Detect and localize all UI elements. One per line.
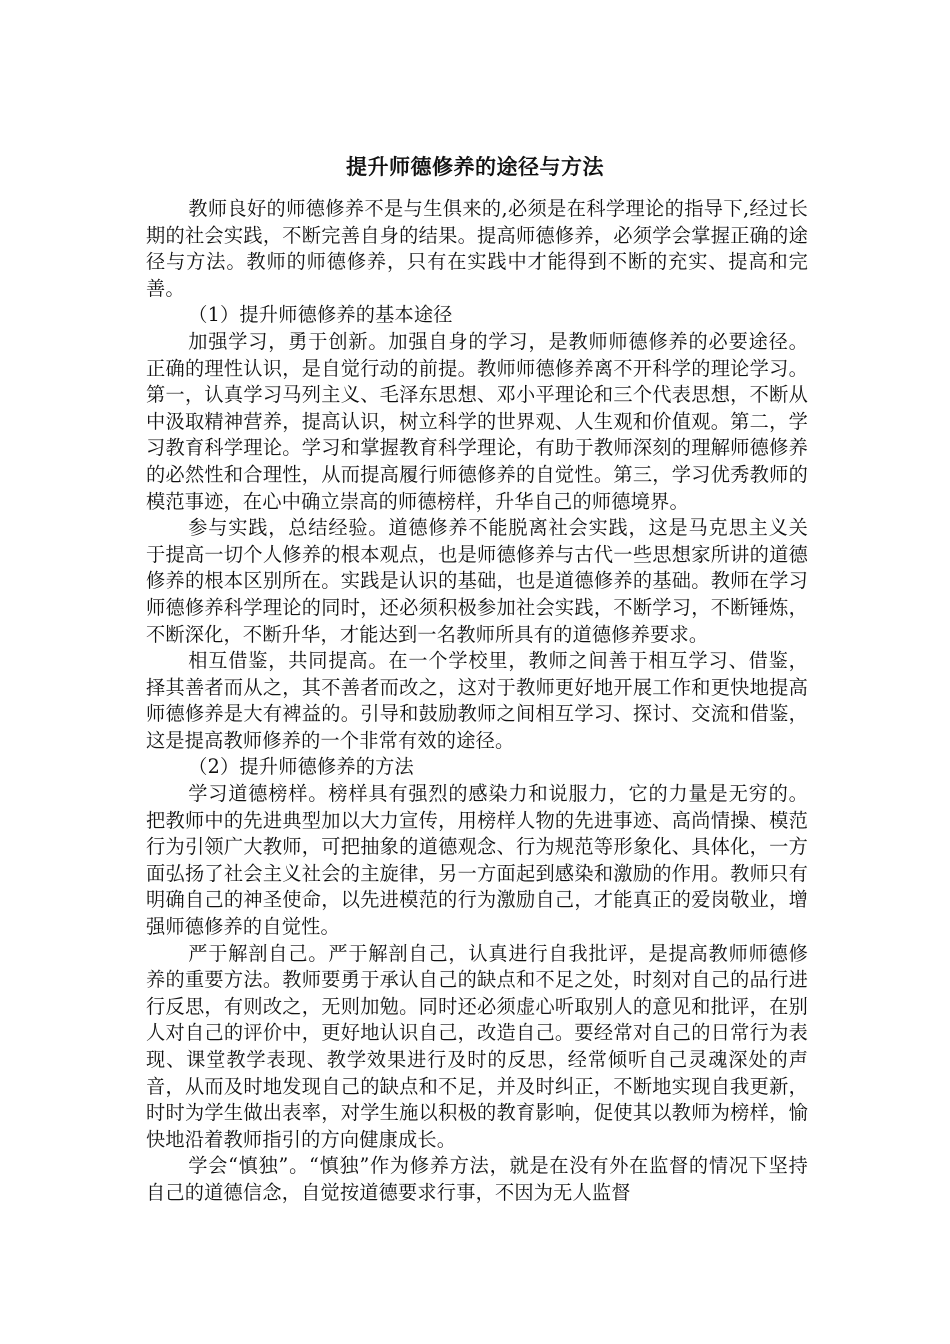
section-heading-methods: （2）提升师德修养的方法 bbox=[188, 755, 414, 779]
section-heading-basic-paths: （1）提升师德修养的基本途径 bbox=[188, 303, 453, 327]
paragraph-shendu: 学会“慎独”。“慎独”作为修养方法，就是在没有外在监督的情况下坚持自己的道德信念，自觉按道德要求行事，不因为无人监督 bbox=[146, 1154, 808, 1204]
document-body bbox=[146, 196, 808, 1207]
paragraph-self-examination: 严于解剖自己。严于解剖自己，认真进行自我批评，是提高教师师德修养的重要方法。教师要勇于承认自己的缺点和不足之处，时刻对自己的品行进行反思，有则改之，无则加勉。同时还必须虚心听取别人的意见和批评，在别人对自己的评价中，更好地认识自己，改造自己。要经常对自己的日常行为表现、课堂教学表现、教学效果进行及时的反思，经常倾听自己灵魂深处的声音，从而及时地发现自己的缺点和不足，并及时纠正，不断地实现自我更新，时时为学生做出表率，对学生施以积极的教育影响，促使其以教师为榜样，愉快地沿着教师指引的方向健康成长。 bbox=[146, 941, 808, 1151]
intro-paragraph: 教师良好的师德修养不是与生俱来的,必须是在科学理论的指导下,经过长期的社会实践，不断完善自身的结果。提高师德修养，必须学会掌握正确的途径与方法。教师的师德修养，只有在实践中才能得到不断的充实、提高和完善。 bbox=[146, 197, 808, 300]
paragraph-study-innovate: 加强学习，勇于创新。加强自身的学习，是教师师德修养的必要途径。正确的理性认识，是自觉行动的前提。教师师德修养离不开科学的理论学习。第一，认真学习马列主义、毛泽东思想、邓小平理论和三个代表思想，不断从中汲取精神营养，提高认识，树立科学的世界观、人生观和价值观。第二，学习教育科学理论。学习和掌握教育科学理论，有助于教师深刻的理解师德修养的必然性和合理性，从而提高履行师德修养的自觉性。第三，学习优秀教师的模范事迹，在心中确立崇高的师德榜样，升华自己的师德境界。 bbox=[146, 329, 808, 513]
paragraph-practice-summarize: 参与实践，总结经验。道德修养不能脱离社会实践，这是马克思主义关于提高一切个人修养的根本观点，也是师德修养与古代一些思想家所讲的道德修养的根本区别所在。实践是认识的基础，也是道德修养的基础。教师在学习师德修养科学理论的同时，还必须积极参加社会实践，不断学习，不断锤炼，不断深化，不断升华，才能达到一名教师所具有的道德修养要求。 bbox=[146, 516, 808, 646]
paragraph-moral-models: 学习道德榜样。榜样具有强烈的感染力和说服力，它的力量是无穷的。把教师中的先进典型加以大力宣传，用榜样人物的先进事迹、高尚情操、模范行为引领广大教师，可把抽象的道德观念、行为规范等形象化、具体化，一方面弘扬了社会主义社会的主旋律，另一方面起到感染和激励的作用。教师只有明确自己的神圣使命，以先进模范的行为激励自己，才能真正的爱岗敬业，增强师德修养的自觉性。 bbox=[146, 782, 808, 939]
document-title: 提升师德修养的途径与方法 bbox=[346, 155, 604, 179]
paragraph-mutual-learning: 相互借鉴，共同提高。在一个学校里，教师之间善于相互学习、借鉴，择其善者而从之，其不善者而改之，这对于教师更好地开展工作和更快地提高师德修养是大有裨益的。引导和鼓励教师之间相互学习、探讨、交流和借鉴，这是提高教师修养的一个非常有效的途径。 bbox=[146, 649, 808, 752]
